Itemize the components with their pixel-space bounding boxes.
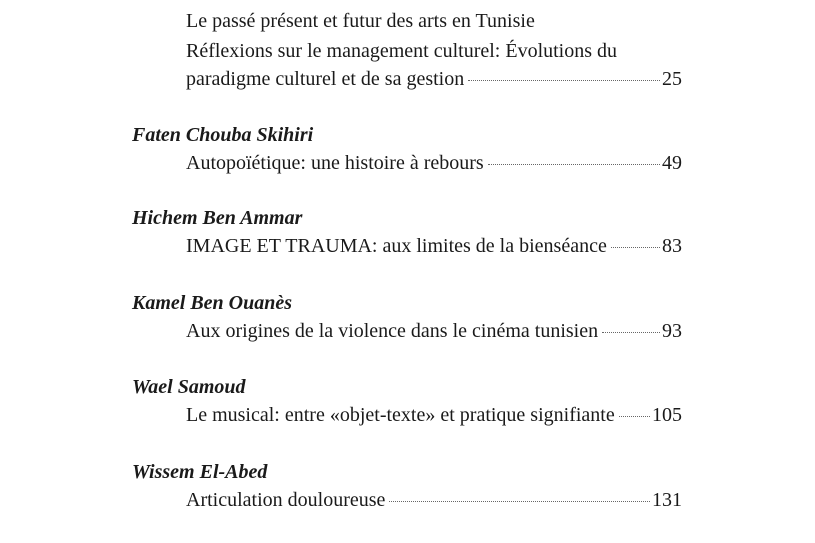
toc-entry bbox=[186, 152, 682, 175]
entry-title: Aux origines de la violence dans le cinéma tunisien bbox=[186, 320, 599, 342]
entry-title: Articulation douloureuse bbox=[186, 489, 386, 511]
page-number: 131 bbox=[652, 489, 682, 511]
entry-title: paradigme culturel et de sa gestion bbox=[186, 68, 465, 90]
author-name: Kamel Ben Ouanès bbox=[132, 292, 293, 314]
page-number: 105 bbox=[652, 404, 682, 426]
page-number: 93 bbox=[662, 320, 682, 342]
toc-line: Réflexions sur le management culturel: Évolutions du bbox=[186, 40, 618, 62]
entry-title: Le musical: entre «objet-texte» et pratique signifiante bbox=[186, 404, 615, 426]
toc-entry bbox=[186, 235, 682, 258]
dot-leader bbox=[488, 163, 660, 165]
author-name: Wissem El-Abed bbox=[132, 461, 268, 483]
author-name: Hichem Ben Ammar bbox=[132, 207, 303, 229]
author-name: Faten Chouba Skihiri bbox=[132, 124, 314, 146]
entry-title: Autopoïétique: une histoire à rebours bbox=[186, 152, 484, 174]
dot-leader bbox=[389, 500, 650, 502]
dot-leader bbox=[602, 331, 660, 333]
page-number: 49 bbox=[662, 152, 682, 174]
toc-entry bbox=[186, 320, 682, 343]
dot-leader bbox=[611, 246, 660, 248]
page-number: 25 bbox=[662, 68, 682, 90]
dot-leader bbox=[468, 79, 660, 81]
toc-entry bbox=[186, 68, 682, 91]
dot-leader bbox=[619, 415, 650, 417]
toc-entry bbox=[186, 489, 682, 512]
entry-title: IMAGE ET TRAUMA: aux limites de la bienséance bbox=[186, 235, 607, 257]
toc-line: Le passé présent et futur des arts en Tunisie bbox=[186, 10, 535, 32]
toc-entry bbox=[186, 404, 682, 427]
author-name: Wael Samoud bbox=[132, 376, 246, 398]
page-number: 83 bbox=[662, 235, 682, 257]
